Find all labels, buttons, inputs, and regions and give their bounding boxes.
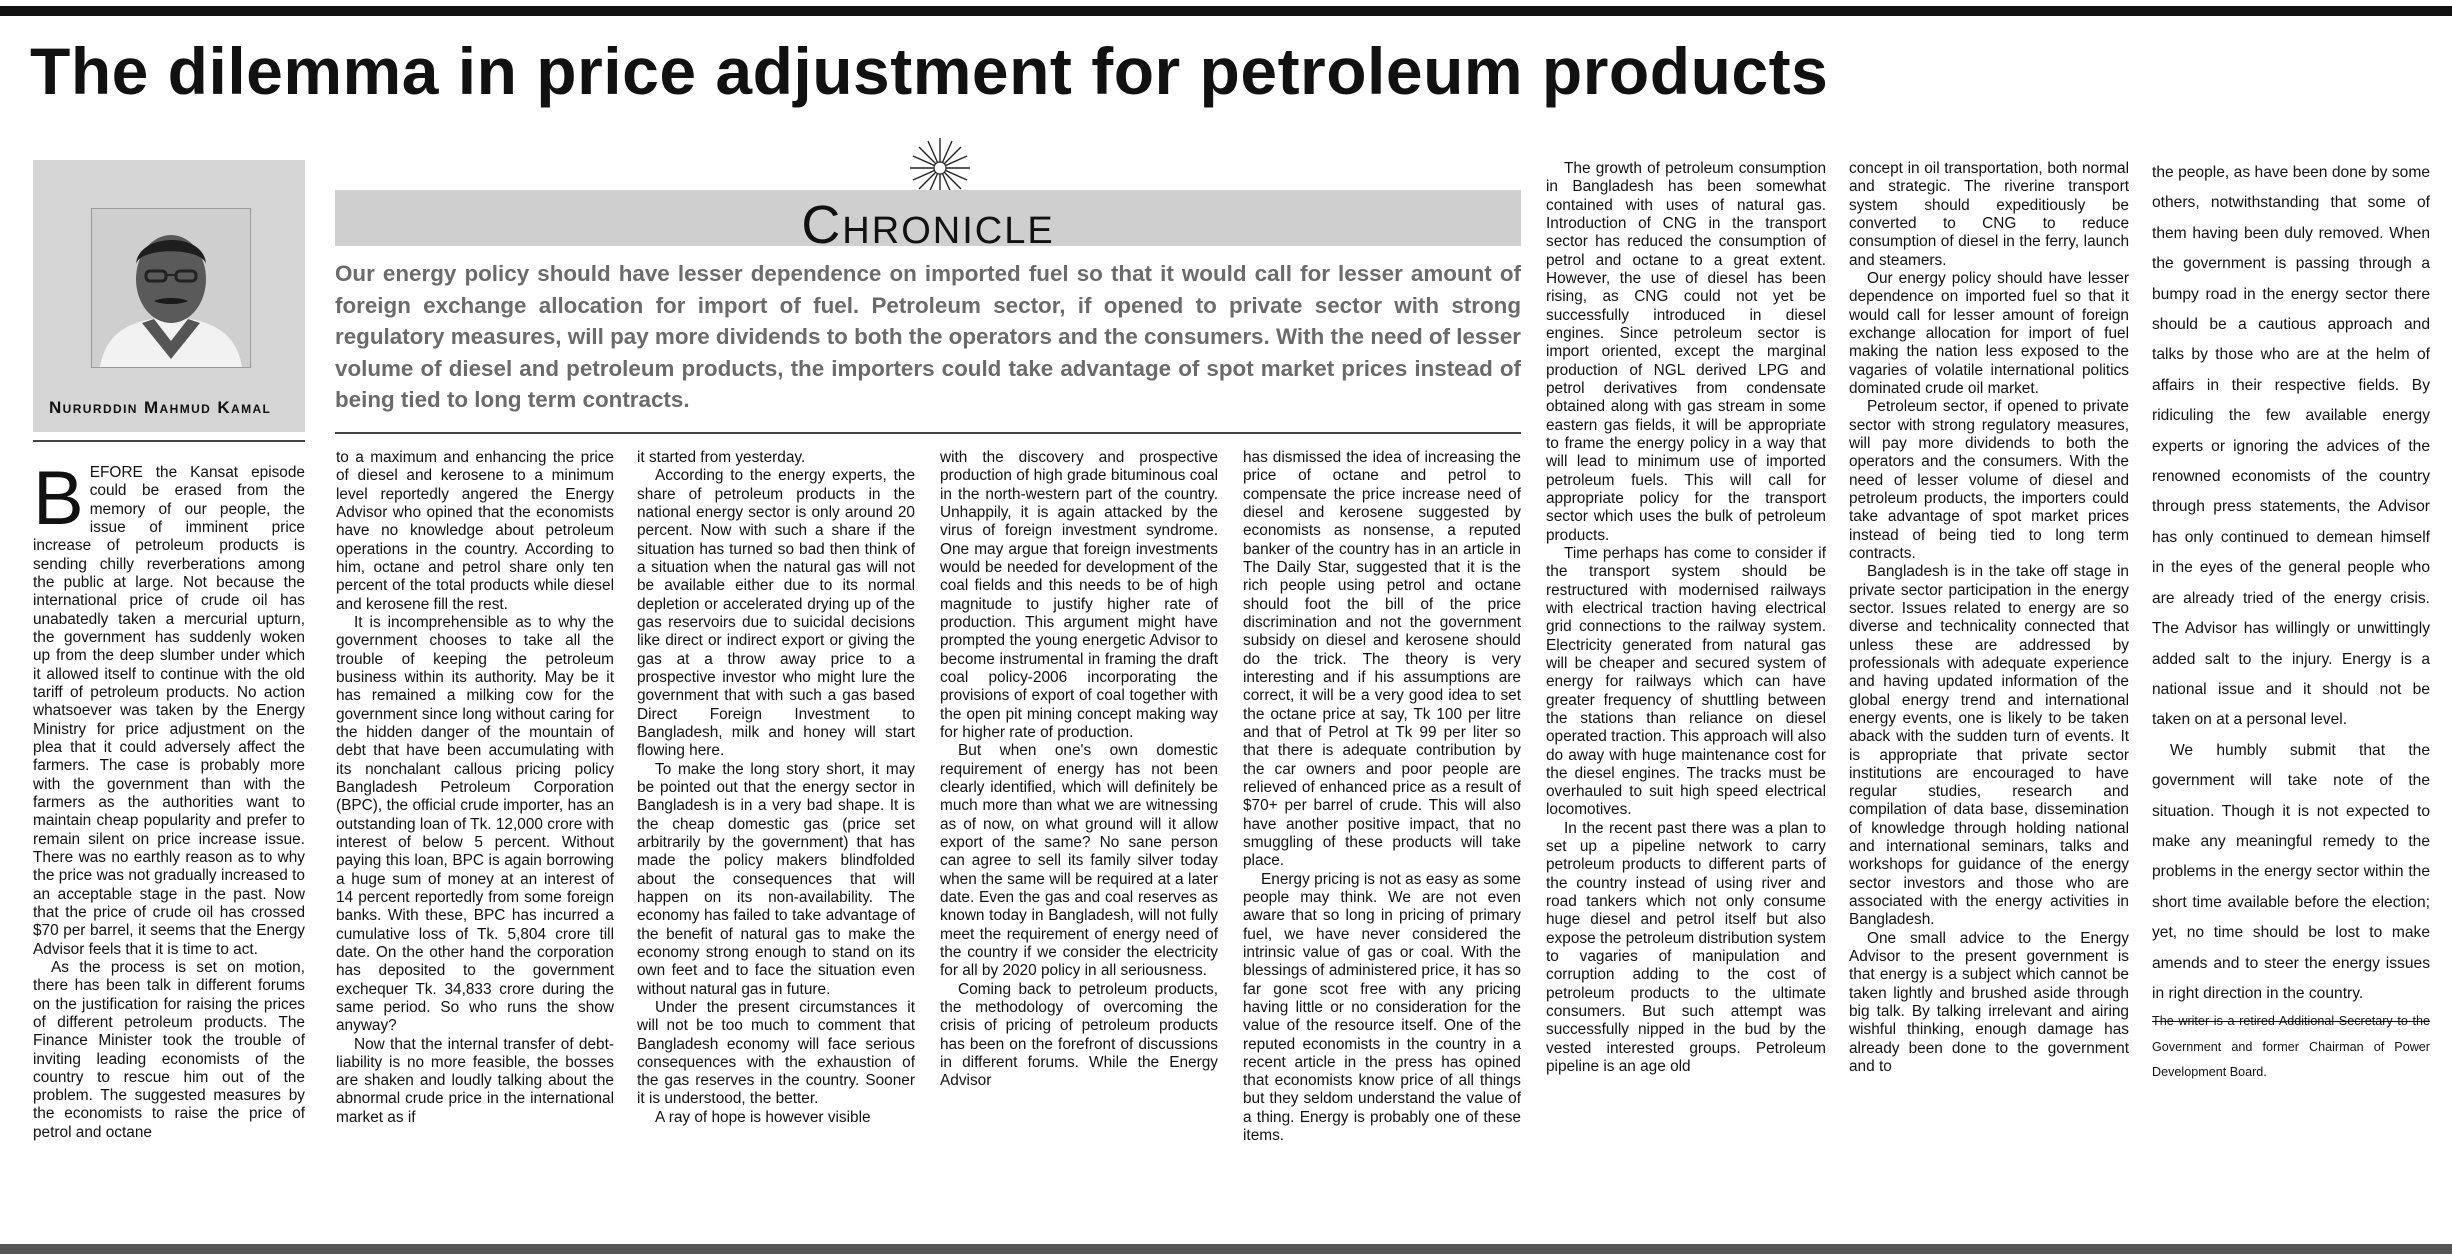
paragraph: Time perhaps has come to consider if the transport system should be restructured with modernised railways with electrical traction having electrical grid connections to the railway system. Electricity generated from natural gas will be cheaper and secured system of energy for railways which can have greater frequency of shuttling between the stations than reliance on diesel operated traction. This approach will also do away with huge maintenance cost for the diesel engines. The tracks must be overhauled to suit high speed electrical locomotives. xyxy=(1546,544,1826,819)
paragraph: Now that the internal transfer of debt-liability is no more feasible, the bosses are shaken and loudly talking about the abnormal crude price in the international market as if xyxy=(336,1035,614,1126)
column-1 xyxy=(33,456,305,1142)
bottom-rule xyxy=(0,1244,2452,1254)
deck-summary: Our energy policy should have lesser dependence on imported fuel so that it would call for lesser amount of foreign exchange allocation for import of fuel. Petroleum sector, if opened to private sector with strong regulatory measures, will pay more dividends to both the operators and the consumers. With the need of lesser volume of diesel and petroleum products, the importers could take advantage of spot market prices instead of being tied to long term contracts. xyxy=(335,261,1521,413)
column-8 xyxy=(2152,158,2430,1085)
paragraph: Coming back to petroleum products, the methodology of overcoming the crisis of pricing of petroleum products has been on the forefront of discussions in different forums. While the Energy Advisor xyxy=(940,980,1218,1090)
author-photo xyxy=(91,208,251,368)
section-banner xyxy=(335,190,1521,255)
column-7 xyxy=(1849,160,2129,1076)
column-6 xyxy=(1546,160,1826,1076)
paragraph: Energy pricing is not as easy as some people may think. We are not even aware that so long in pricing of primary fuel, we have never considered the intrinsic value of gas or coal. With the blessings of administered price, it has so far gone scot free with any pricing having little or no consideration for the value of the resource itself. One of the reputed economists in the country in a recent article in the press has opined that economists know price of all things but they seldom understand the value of a thing. Energy is probably one of these items. xyxy=(1243,870,1521,1145)
column-3 xyxy=(637,449,915,1127)
paragraph: has dismissed the idea of increasing the price of octane and petrol to compensate the price increase need of diesel and kerosene suggested by economists as nonsense, a reputed banker of the country has in an article in The Daily Star, suggested that it is the rich people using petrol and octane should foot the bill of the price discrimination and not the government subsidy on diesel and kerosene should do the trick. The theory is very interesting and if his assumptions are correct, it will be a very good idea to set the octane price at say, Tk 100 per litre and that of Petrol at Tk 99 per liter so that there is adequate contribution by the car owners and poor people are relieved of enhanced price as a result of $70+ per barrel of crude. This will also have another positive impact, that no smuggling of these products will take place. xyxy=(1243,449,1521,870)
paragraph: But when one's own domestic requirement of energy has not been clearly identified, which will definitely be much more than what we are witnessing as of now, on what ground will it allow export of the same? No sane person can agree to sell its family silver today when the same will be required at a later date. Even the gas and coal reserves as known today in Bangladesh, will not fully meet the requirement of energy need of the country if we consider the electricity for all by 2020 policy in all seriousness. xyxy=(940,742,1218,980)
paragraph: to a maximum and enhancing the price of diesel and kerosene to a minimum level reportedly angered the Energy Advisor who opined that the economists have no knowledge about petroleum operations in the country. According to him, octane and petrol share only ten percent of the total products while diesel and kerosene fill the rest. xyxy=(336,449,614,613)
paragraph: It is incomprehensible as to why the government chooses to take all the trouble of keeping the petroleum business within its authority. May be it has remained a milking cow for the government since long without caring for the hidden danger of the mountain of debt that have been accumulating with its nonchalant callous pricing policy Bangladesh Petroleum Corporation (BPC), the official crude importer, has an outstanding loan of Tk. 12,000 crore with interest of below 5 percent. Without paying this loan, BPC is again borrowing a huge sum of money at an interest of 14 percent reportedly from some foreign banks. With these, BPC has incurred a cumulative loss of Tk. 5,804 crore till date. On the other hand the corporation has deposited to the government exchequer Tk. 34,833 crore during the same period. So who runs the show anyway? xyxy=(336,613,614,1035)
paragraph: Our energy policy should have lesser dependence on imported fuel so that it would call for lesser amount of foreign exchange allocation for import of fuel making the nation less exposed to the vagaries of volatile international politics dominated crude oil market. xyxy=(1849,269,2129,397)
paragraph-text: EFORE the Kansat episode could be erased from the memory of our people, the issue of imminent price increase of petroleum products is sending chilly reverberations among the public at large. Not because the international price of crude oil has unabatedly taken a mercurial upturn, the government has suddenly woken up from the deep slumber under which it allowed itself to continue with the old tariff of petroleum products. No action whatsoever was taken by the Energy Ministry for price adjustment on the plea that it could adversely affect the farmers. The case is probably more with the government than with the farmers as the authorities want to maintain cheap popularity and prefer to remain silent on price increase issue. There was no earthly reason as to why the price was not gradually increased to an acceptable stage in the past. Now that the price of crude oil has crossed $70 per barrel, it seems that the Energy Advisor feels that it is time to act. xyxy=(33,464,305,958)
paragraph: it started from yesterday. xyxy=(637,449,806,466)
paragraph: Bangladesh is in the take off stage in private sector participation in the energy sector. Issues related to energy are so diverse and technicality connected that unless these are addressed by professionals with adequate experience and having updated information of the global energy trend and international energy events, one is likely to be taken aback with the sudden turn of events. It is appropriate that private sector institutions are encouraged to have regular studies, research and compilation of data base, dissemination of knowledge through holding national and international seminars, talks and workshops for guidance of the energy sector investors and those who are associated with the energy activities in Bangladesh. xyxy=(1849,563,2129,929)
paragraph: We humbly submit that the government will take note of the situation. Though it is not expected to make any meaningful remedy to the problems in the energy sector within the short time available before the election; yet, no time should be lost to make amends and to steer the energy issues in right direction in the country. xyxy=(2152,741,2430,1002)
paragraph: Petroleum sector, if opened to private sector with strong regulatory measures, will pay more dividends to both the operators and the consumers. With the need of lesser volume of diesel and petroleum products, the importers could take advantage of spot market prices instead of being tied to long term contracts. xyxy=(1849,398,2129,562)
paragraph: In the recent past there was a plan to set up a pipeline network to carry petroleum products to different parts of the country instead of using river and road tankers which not only consume huge diesel and petrol itself but also expose the petroleum distribution system to vagaries of manipulation and corruption adding to the cost of petroleum products to the ultimate consumers. But such attempt was successfully nipped in the bud by the vested interested groups. Petroleum pipeline is an age old xyxy=(1546,819,1826,1076)
paragraph: the people, as have been done by some others, notwithstanding that some of them having been duly removed. When the government is passing through a bumpy road in the energy sector there should be a cautious approach and talks by those who are at the helm of affairs in their respective fields. By ridiculing the few available energy experts or ignoring the advices of the renowned economists of the country through press statements, the Advisor has only continued to demean himself in the eyes of the general people who are already tried of the energy crisis. The Advisor has willingly or unwittingly added salt to the injury. Energy is a national issue and it should not be taken on at a personal level. xyxy=(2152,164,2430,729)
paragraph: Under the present circumstances it will not be too much to comment that Bangladesh economy will face serious consequences with the exhaustion of the gas reserves in the country. Sooner it is understood, the better. xyxy=(637,998,915,1108)
byline-rule xyxy=(33,440,305,442)
paragraph: with the discovery and prospective production of high grade bituminous coal in the north-western part of the country. Unhappily, it is again attacked by the virus of foreign investment syndrome. One may argue that foreign investments would be needed for development of the coal fields and this needs to be of high magnitude to justify higher rate of production. This argument might have prompted the young energetic Advisor to become instrumental in framing the draft coal policy-2006 incorporating the provisions of export of coal together with the open pit mining concept making way for higher rate of production. xyxy=(940,449,1218,741)
paragraph: According to the energy experts, the share of petroleum products in the national energy sector is only around 20 percent. Now with such a share if the situation has turned so bad then think of a situation when the natural gas will not be available either due to its normal depletion or accelerated drying up of the gas reservoirs due to suicidal decisions like direct or indirect export or giving the gas at a throw away price to a prospective investor who might lure the government that with such a gas based Direct Foreign Investment to Bangladesh, milk and honey will start flowing here. xyxy=(637,467,915,760)
paragraph: The growth of petroleum consumption in Bangladesh has been somewhat contained with uses of natural gas. Introduction of CNG in the transport sector has reduced the consumption of petrol and octane to a great extent. However, the use of diesel has been rising, as CNG could not yet be successfully introduced in diesel engines. Since petroleum sector is import oriented, except the marginal production of NGL derived LPG and petrol derivatives from condensate obtained along with gas stream in some eastern gas fields, it will be appropriate to frame the energy policy in a way that will lead to minimum use of imported petroleum fuels. This will call for appropriate policy for the transport sector which uses the bulk of petroleum products. xyxy=(1546,160,1826,544)
paragraph: concept in oil transportation, both normal and strategic. The riverine transport system should expeditiously be converted to CNG to reduce consumption of diesel in the ferry, launch and steamers. xyxy=(1849,160,2129,269)
column-2 xyxy=(336,449,614,1127)
footnote-text: Government and former Chairman of Power Development Board. xyxy=(2152,1039,2430,1079)
author-footnote xyxy=(2152,1009,2430,1085)
top-rule xyxy=(0,6,2452,16)
drop-cap: B xyxy=(33,456,84,541)
author-name: Nururddin Mahmud Kamal xyxy=(49,398,272,417)
paragraph xyxy=(33,456,305,959)
byline-box xyxy=(33,160,305,432)
headline: The dilemma in price adjustment for petroleum products xyxy=(30,34,1829,108)
column-5 xyxy=(1243,449,1521,1145)
paragraph: As the process is set on motion, there has been talk in different forums on the justification for raising the prices of different petroleum products. The Finance Minister took the trouble of inviting leading economists of the country to rescue him out of the problem. The suggested measures by the economists to raise the price of petrol and octane xyxy=(33,958,305,1141)
section-title: Chronicle xyxy=(801,195,1055,255)
footnote-struck-text: The writer is a retired Additional Secretary to the xyxy=(2152,1014,2430,1029)
paragraph: To make the long story short, it may be pointed out that the energy sector in Bangladesh is in a very bad shape. It is the cheap domestic gas (price set arbitrarily by the government) that has made the policy makers blindfolded about the consequences that will happen on its non-availability. The economy has failed to take advantage of the benefit of natural gas to make the economy strong enough to stand on its own feet and to face the situation even without natural gas in future. xyxy=(637,760,915,998)
paragraph: A ray of hope is however visible xyxy=(655,1108,871,1126)
paragraph: One small advice to the Energy Advisor to the present government is that energy is a subject which cannot be taken lightly and brushed aside through big talk. By talking irrelevant and airing wishful thinking, enough damage has already been done to the government and to xyxy=(1849,929,2129,1076)
deck-rule xyxy=(335,432,1521,434)
column-4 xyxy=(940,449,1218,1090)
